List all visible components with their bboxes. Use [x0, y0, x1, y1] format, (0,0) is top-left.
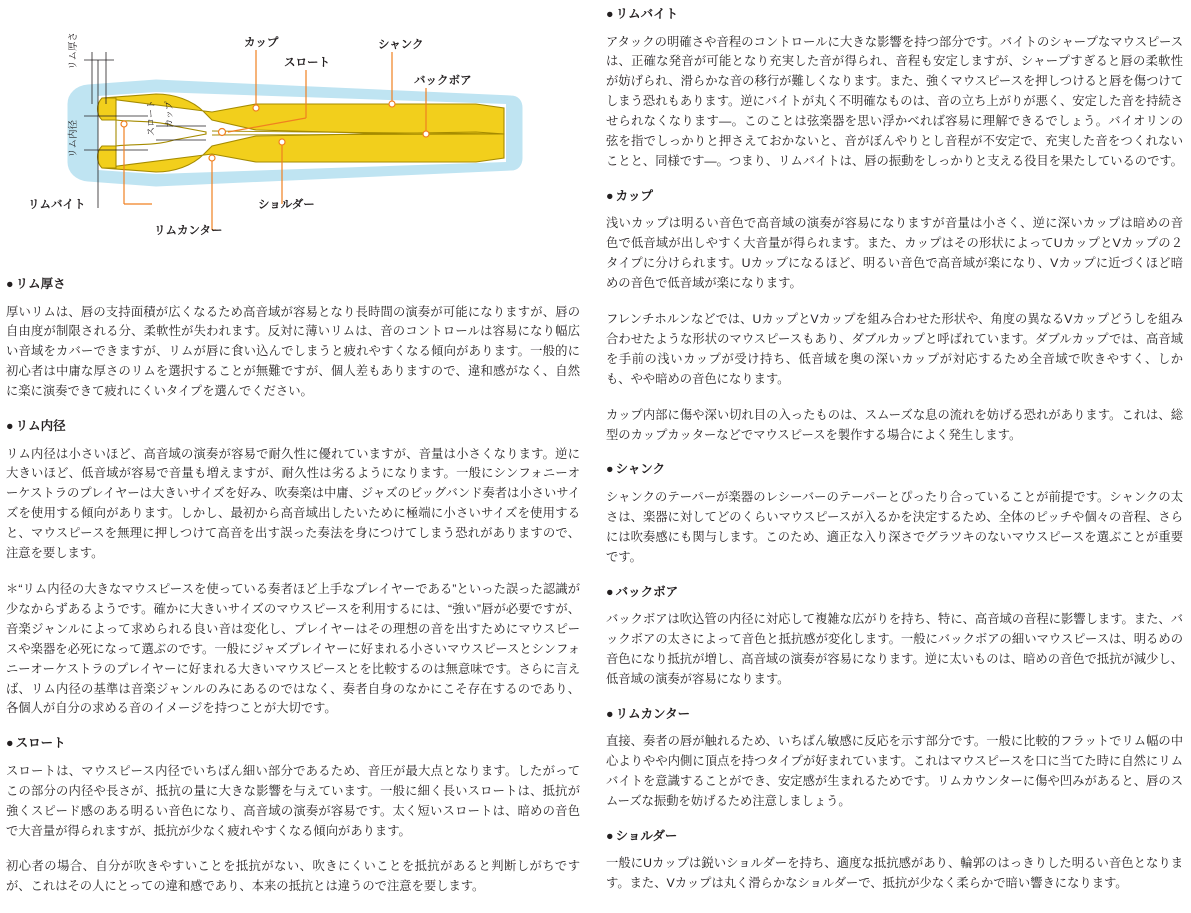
- bullet-icon: ●: [606, 7, 614, 21]
- heading-text: リムカンター: [615, 706, 691, 721]
- paragraph: スロートは、マウスピース内径でいちばん細い部分であるため、音圧が最大点となります。したがってこの部分の内径や長さが、抵抗の量に大きな影響を与えています。一般に細く長いスロートは、抵抗が強くスピード感のある明るい音色になり、高音域の演奏が容易です。太く短いスロートは、暗めの音色で大音量が得られますが、抵抗が少なく疲れやすくなる傾向があります。: [6, 763, 580, 838]
- heading-text: バックボア: [615, 584, 679, 599]
- label-rim-inner-diameter-dim: リム内径: [68, 119, 79, 158]
- section-shoulder: [606, 828, 1183, 894]
- section-rim-counter: [606, 706, 1183, 812]
- heading-text: リム厚さ: [15, 277, 66, 291]
- label-cup: カップ: [244, 37, 279, 49]
- section-rim-inner-diameter: [6, 418, 580, 719]
- paragraph: カップ内部に傷や深い切れ目の入ったものは、スムーズな息の流れを妨げる恐れがあります。これは、総型のカップカッターなどでマウスピースを製作する場合によく発生します。: [606, 407, 1183, 442]
- label-rim-counter: リムカンター: [154, 225, 223, 237]
- heading-text: ショルダー: [615, 828, 678, 843]
- paragraph: リム内径は小さいほど、高音域の演奏が容易で耐久性に優れていますが、音量は小さくなります。逆に大きいほど、低音域が容易で音量も増えますが、耐久性は劣るようになります。一般にシンフォニーオーケストラのプレイヤーは大きいサイズを好み、吹奏楽は中庸、ジャズのビッグバンド奏者は小さいサイズを使用する傾向があります。しかし、最初から高音域出したいために極端に小さいサイズを使用すると、マウスピースを無理に押しつけて高音を出す誤った奏法を身につけてしまう恐れがありますので、注意を要します。: [6, 446, 580, 561]
- right-column: [596, 0, 1191, 910]
- mouthpiece-cross-section-diagram: [6, 8, 566, 260]
- section-heading: [606, 584, 1183, 602]
- heading-text: リム内径: [15, 419, 66, 434]
- paragraph: 一般にUカップは鋭いショルダーを持ち、適度な抵抗感があり、輪郭のはっきりした明るい音色となります。また、Vカップは丸く滑らかなショルダーで、抵抗が少なく柔らかで暗い響きになります。: [606, 856, 1183, 891]
- bullet-icon: ●: [606, 706, 614, 721]
- bullet-icon: ●: [606, 188, 614, 203]
- bullet-icon: ●: [606, 584, 614, 599]
- section-shank: [606, 461, 1183, 567]
- section-heading: [606, 6, 1183, 24]
- bullet-icon: ●: [606, 462, 614, 477]
- heading-text: リムバイト: [615, 7, 679, 21]
- paragraph: アタックの明確さや音程のコントロールに大きな影響を持つ部分です。バイトのシャープなマウスピースは、正確な発音が可能となり充実した音が得られ、音程も安定しますが、シャープすぎると唇の柔軟性が妨げられ、滑らかな音の移行が難しくなります。また、強くマウスピースを押しつけると唇を傷つけてしまう恐れもあります。逆にバイトが丸く不明確なものは、音の立ち上がりが悪く、安定した音を持続させられなくなります―。このことは弦楽器を思い浮かべれば容易に理解できるでしょう。バイオリンの弦を指でしっかりと押さえておかないと、音がぼんやりとし音程が不安定で、充実した音をつくれないことと、同様です―。つまり、リムバイトは、唇の振動をしっかりと支える役目を果たしているのです。: [606, 34, 1183, 168]
- paragraph: 浅いカップは明るい音色で高音域の演奏が容易になりますが音量は小さく、逆に深いカップは暗めの音色で低音域が出しやすく大音量が得られます。また、カップはその形状によってUカップとVカップの２タイプに分けられます。Uカップになるほど、明るい音色で高音域が楽になり、Vカップに近づくほど暗めの音色で低音域が楽になります。: [606, 216, 1183, 291]
- section-heading: [6, 735, 580, 753]
- bullet-icon: ●: [6, 277, 14, 291]
- label-cup-depth-dim: カップ: [164, 101, 174, 128]
- bullet-icon: ●: [606, 828, 614, 843]
- bullet-icon: ●: [6, 736, 14, 751]
- paragraph: ＊“リム内径の大きなマウスピースを使っている奏者ほど上手なプレイヤーである”といった誤った認識が少なからずあるようです。確かに大きいサイズのマウスピースを利用するには、“強い”唇が必要ですが、音楽ジャンルによって求められる良い音は変化し、プレイヤーはその理想の音を出すためにマウスピースや楽器を必死になって選ぶのです。一般にジャズプレイヤーに好まれる小さいマウスピースとシンフォニーオーケストラのプレイヤーに好まれる大きいマウスピースとを比較するのは無意味です。さらに言えば、リム内径の基準は音楽ジャンルのみにあるのではなく、奏者自身のなかにこそ存在するのであり、各個人が自分の求める音のイメージを持つことが大切です。: [6, 581, 580, 716]
- paragraph: シャンクのテーパーが楽器のレシーバーのテーパーとぴったり合っていることが前提です。シャンクの太さは、楽器に対してどのくらいマウスピースが入るかを決定するため、全体のピッチや個々の音程、さらには吹奏感にも関与します。このため、適正な入り深さでグラツキのないマウスピースを選ぶことが重要です。: [606, 489, 1183, 564]
- paragraph: 厚いリムは、唇の支持面積が広くなるため高音域が容易となり長時間の演奏が可能になりますが、唇の自由度が制限される分、柔軟性が失われます。反対に薄いリムは、音のコントロールは容易になり幅広い音域をカバーできますが、リムが唇に食い込んでしまうと疲れやすくなる傾向があります。一般的に初心者は中庸な厚さのリムを選択することが無難ですが、個人差もありますので、違和感がなく、自然に楽に演奏できて疲れにくいタイプを選んでください。: [6, 304, 580, 399]
- section-heading: [606, 188, 1183, 206]
- paragraph: フレンチホルンなどでは、UカップとVカップを組み合わせた形状や、角度の異なるVカップどうしを組み合わせたような形状のマウスピースもあり、ダブルカップと呼ばれています。ダブルカップでは、高音域を手前の浅いカップが受け持ち、低音域を奥の深いカップが対応するため全音域で吹きやすく、しかも、やや暗めの音色になります。: [606, 311, 1183, 386]
- section-rim-thickness: [6, 276, 580, 402]
- paragraph: 初心者の場合、自分が吹きやすいことを抵抗がない、吹きにくいことを抵抗があると判断しがちですが、これはその人にとっての違和感であり、本来の抵抗とは違うので注意を要します。: [6, 859, 580, 894]
- paragraph: 直接、奏者の唇が触れるため、いちばん敏感に反応を示す部分です。一般に比較的フラットでリム幅の中心よりやや内側に頂点を持つタイプが好まれています。これはマウスピースを口に当てた時に自然にリムバイトを意識することができ、安定感が生まれるためです。リムカウンターに傷や凹みがあると、唇のスムーズな振動を妨げるため注意しましょう。: [606, 734, 1183, 808]
- section-heading: [6, 276, 580, 294]
- section-backbore: [606, 584, 1183, 690]
- section-throat: [6, 735, 580, 897]
- label-rim-thickness-dim: リム厚さ: [68, 31, 79, 70]
- label-rim-bite: リムバイト: [28, 199, 86, 211]
- section-heading: [606, 706, 1183, 724]
- heading-text: シャンク: [615, 462, 666, 477]
- section-heading: [606, 828, 1183, 846]
- paragraph: バックボアは吹込管の内径に対応して複雑な広がりを持ち、特に、高音域の音程に影響します。また、バックボアの太さによって音色と抵抗感が変化します。一般にバックボアの細いマウスピースは、明るめの音色になり抵抗が増し、高音域の演奏が容易になります。逆に太いものは、暗めの音色で抵抗が減少し、低音域の演奏が容易になります。: [606, 612, 1183, 686]
- heading-text: スロート: [15, 736, 66, 751]
- section-rim-bite: [606, 6, 1183, 172]
- label-shank: シャンク: [378, 39, 424, 51]
- label-throat-dim: スロート: [146, 99, 156, 136]
- section-cup: [606, 188, 1183, 446]
- label-backbore: バックボア: [414, 75, 472, 87]
- section-heading: [606, 461, 1183, 479]
- heading-text: カップ: [615, 188, 653, 203]
- label-throat: スロート: [284, 57, 330, 69]
- bullet-icon: ●: [6, 419, 14, 434]
- section-heading: [6, 418, 580, 436]
- label-shoulder: ショルダー: [258, 199, 315, 211]
